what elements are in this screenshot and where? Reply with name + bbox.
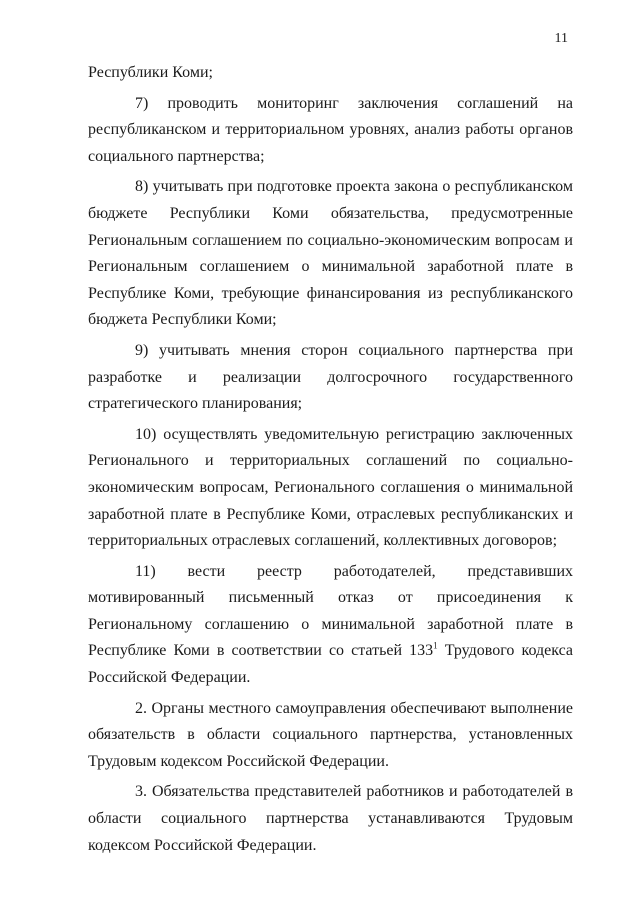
- list-item-10: 10) осуществлять уведомительную регистрацию заключенных Регионального и территориальных соглашений по социально-экономическим вопросам, Регионального соглашения о минимальной заработной плате в Республике Коми, отраслевых республиканских и территориальных отраслевых соглашений, коллективных договоров;: [88, 425, 573, 550]
- page-number: 11: [554, 31, 568, 46]
- clause-2: 2. Органы местного самоуправления обеспечивают выполнение обязательств в области социального партнерства, установленных Трудовым кодексом Российской Федерации.: [88, 699, 573, 770]
- list-item-9: 9) учитывать мнения сторон социального партнерства при разработке и реализации долгосрочного государственного стратегического планирования;: [88, 341, 573, 413]
- list-item-8: 8) учитывать при подготовке проекта закона о республиканском бюджете Республики Коми обязательства, предусмотренные Региональным соглашением по социально-экономическим вопросам и Региональным соглашением о минимальной заработной плате в Республике Коми, требующие финансирования из республиканского бюджета Республики Коми;: [88, 178, 573, 329]
- clause-3: 3. Обязательства представителей работников и работодателей в области социального партнерства устанавливаются Трудовым кодексом Российской Федерации.: [88, 783, 573, 854]
- article-superscript: 1: [433, 641, 438, 652]
- list-item-7: 7) проводить мониторинг заключения соглашений на республиканском и территориальном уровнях, анализ работы органов социального партнерства;: [88, 94, 573, 165]
- paragraph-continuation: Республики Коми;: [88, 64, 213, 81]
- document-body: [88, 60, 573, 863]
- list-item-11-text: 11) вести реестр работодателей, представивших мотивированный письменный отказ от присоединения к Региональному соглашению о минимальной заработной плате в Республике Коми в соответствии со статьей 133: [88, 562, 573, 660]
- list-item-11-tail: Трудового кодекса Российской Федерации.: [88, 642, 573, 687]
- list-item-11: [88, 559, 573, 692]
